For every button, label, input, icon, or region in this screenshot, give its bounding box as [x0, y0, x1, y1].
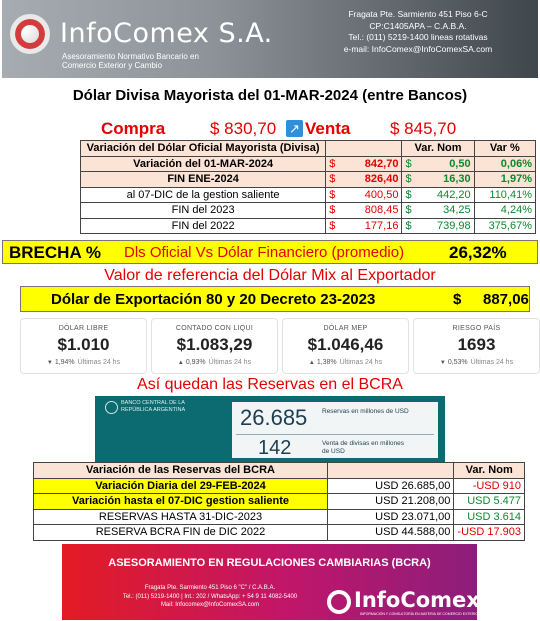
row-value: USD 21.208,00	[328, 494, 454, 510]
table-header-row	[81, 141, 536, 157]
address-line: Tel.: (011) 5219-1400 lineas rotativas	[348, 32, 488, 42]
reservas-title: Así quedan las Reservas en el BCRA	[137, 376, 403, 393]
row-currency: $	[326, 156, 339, 172]
row-var: 739,98	[415, 218, 474, 234]
row-label: FIN del 2023	[81, 203, 326, 219]
row-var: -USD 17.903	[454, 525, 525, 541]
row-value: 177,16	[339, 218, 402, 234]
triangle-up-icon: ▲	[177, 360, 184, 366]
row-var: USD 3.614	[454, 509, 525, 525]
card-title: CONTADO CON LIQUI	[175, 325, 254, 332]
brecha-label: BRECHA %	[9, 243, 101, 262]
footer-address-line: Fragata Pte. Sarmiento 451 Piso 6 "C" / C.A.B.A.	[144, 585, 276, 591]
footer-title: ASESORAMIENTO EN REGULACIONES CAMBIARIAS (BCRA)	[108, 557, 431, 569]
table-row	[81, 172, 536, 188]
footer-address-line: Tel.: (011) 5219-1400 | Int.: 202 / WhatsApp: + 54 9 11 4082-5400	[122, 593, 298, 600]
header-address	[300, 9, 536, 55]
row-var: 0,50	[415, 156, 474, 172]
bcra-seal-icon	[105, 401, 118, 414]
row-pct: 375,67%	[474, 218, 535, 234]
address-email: e-mail: InfoComex@InfoComexSA.com	[343, 43, 493, 54]
row-label: FIN ENE-2024	[81, 172, 326, 188]
row-value: USD 26.685,00	[328, 478, 454, 494]
row-label: RESERVA BCRA FIN de DIC 2022	[34, 525, 328, 541]
page-title: Dólar Divisa Mayorista del 01-MAR-2024 (entre Bancos)	[72, 87, 468, 104]
row-label: Variación del 01-MAR-2024	[81, 156, 326, 172]
row-var: 34,25	[415, 203, 474, 219]
table-row	[81, 156, 536, 172]
row-currency: $	[326, 203, 339, 219]
card-dolar-libre	[20, 318, 147, 374]
card-value: $1.046,46	[307, 335, 384, 354]
row-var-currency: $	[402, 203, 415, 219]
exportacion-currency: $	[453, 291, 462, 308]
card-title: DÓLAR LIBRE	[58, 325, 109, 332]
row-value: USD 44.588,00	[328, 525, 454, 541]
table-row	[34, 494, 525, 510]
card-period: Últimas 24 hs	[208, 359, 252, 366]
footer-brand: InfoComex	[354, 588, 480, 612]
card-change: 1,94%	[54, 359, 75, 366]
card-period: Últimas 24 hs	[77, 359, 121, 366]
row-value: 826,40	[339, 172, 402, 188]
card-value: 1693	[457, 335, 496, 354]
brand-name: InfoComex S.A.	[60, 18, 273, 49]
card-change: 0,53%	[447, 359, 468, 366]
table-row	[34, 525, 525, 541]
row-var: USD 5.477	[454, 494, 525, 510]
card-period: Últimas 24 hs	[470, 359, 514, 366]
card-value: $1.083,29	[176, 335, 253, 354]
card-footer	[152, 359, 277, 366]
brecha-bar	[2, 240, 538, 264]
row-label: Variación Diaria del 29-FEB-2024	[34, 478, 328, 494]
bcra-venta-value: 142	[258, 437, 292, 459]
header-description: Variación de las Reservas del BCRA	[34, 463, 328, 479]
table-row	[81, 218, 536, 234]
compra-label: Compra	[101, 119, 166, 138]
row-pct: 4,24%	[474, 203, 535, 219]
infocomex-logo-icon	[10, 14, 50, 54]
header-var-nom: Var. Nom	[454, 463, 525, 479]
row-currency: $	[326, 187, 339, 203]
row-pct: 1,97%	[474, 172, 535, 188]
row-var: -USD 910	[454, 478, 525, 494]
row-var: 442,20	[415, 187, 474, 203]
row-pct: 0,06%	[474, 156, 535, 172]
venta-value: $ 845,70	[390, 119, 457, 138]
card-riesgo-pais	[413, 318, 540, 374]
venta-label: Venta	[305, 119, 351, 138]
address-line: CP:C1405APA – C.A.B.A.	[369, 20, 467, 31]
footer-tagline: INFORMACIÓN Y CONSULTORÍA EN MATERIA DE COMERCIO EXTERIOR	[360, 612, 481, 616]
table-row	[34, 478, 525, 494]
address-line: Fragata Pte. Sarmiento 451 Piso 6-C	[348, 9, 488, 19]
row-value: 842,70	[339, 156, 402, 172]
row-var-currency: $	[402, 187, 415, 203]
exportacion-value: 887,06	[483, 291, 529, 308]
row-value: 808,45	[339, 203, 402, 219]
row-currency: $	[326, 172, 339, 188]
brand-subtitle: Asesoramiento Normativo Bancario en Comercio Exterior y Cambio	[62, 52, 199, 70]
card-period: Últimas 24 hs	[339, 359, 383, 366]
card-footer	[283, 359, 408, 366]
card-dolar-mep	[282, 318, 409, 374]
header-blank	[328, 463, 454, 479]
row-label: RESERVAS HASTA 31-DIC-2023	[34, 509, 328, 525]
row-value: 400,50	[339, 187, 402, 203]
infocomex-logo-icon	[327, 590, 351, 614]
bcra-name: BANCO CENTRAL DE LA REPÚBLICA ARGENTINA	[121, 400, 186, 413]
row-label: Variación hasta el 07-DIC gestion saliente	[34, 494, 328, 510]
row-currency: $	[326, 218, 339, 234]
referencia-title: Valor de referencia del Dólar Mix al Exportador	[104, 267, 436, 284]
row-var-currency: $	[402, 156, 415, 172]
row-pct: 110,41%	[474, 187, 535, 203]
table-row	[34, 509, 525, 525]
bcra-reservas-value: 26.685	[240, 405, 308, 430]
row-label: FIN del 2022	[81, 218, 326, 234]
card-footer	[414, 359, 539, 366]
card-change: 1,38%	[316, 359, 337, 366]
table-row	[81, 187, 536, 203]
row-var-currency: $	[402, 218, 415, 234]
header-var-pct: Var %	[474, 141, 535, 157]
triangle-down-icon: ▼	[46, 360, 53, 366]
card-footer	[21, 359, 146, 366]
header-blank	[326, 141, 402, 157]
brecha-description: Dls Oficial Vs Dólar Financiero (promedio)	[124, 244, 405, 261]
card-title: RIESGO PAÍS	[452, 325, 501, 332]
card-title: DÓLAR MEP	[323, 325, 368, 332]
compra-value: $ 830,70	[210, 119, 277, 138]
row-var: 16,30	[415, 172, 474, 188]
row-var-currency: $	[402, 172, 415, 188]
triangle-down-icon: ▼	[439, 360, 446, 366]
header-var-nom: Var. Nom	[402, 141, 474, 157]
dolar-oficial-table	[80, 140, 536, 234]
footer-address-line: Mail: Infocomex@InfoComexSA.com	[160, 602, 260, 608]
exportacion-bar	[20, 286, 530, 312]
row-label: al 07-DIC de la gestion saliente	[81, 187, 326, 203]
exportacion-label: Dólar de Exportación 80 y 20 Decreto 23-2023	[51, 291, 376, 308]
card-change: 0,93%	[185, 359, 206, 366]
reservas-table	[33, 462, 525, 541]
brecha-value: 26,32%	[449, 243, 507, 262]
trend-up-arrow-icon: ↗	[286, 120, 303, 137]
table-row	[81, 203, 536, 219]
bcra-venta-desc: Venta de divisas en millones de USD	[322, 440, 405, 455]
row-value: USD 23.071,00	[328, 509, 454, 525]
triangle-up-icon: ▲	[308, 360, 315, 366]
header-description: Variación del Dólar Oficial Mayorista (Divisa)	[81, 141, 326, 157]
divider	[236, 434, 434, 435]
card-contado-con-liqui	[151, 318, 278, 374]
bcra-reservas-desc: Reservas en millones de USD	[322, 408, 409, 415]
footer-address	[110, 584, 310, 610]
table-header-row	[34, 463, 525, 479]
card-value: $1.010	[57, 335, 110, 354]
